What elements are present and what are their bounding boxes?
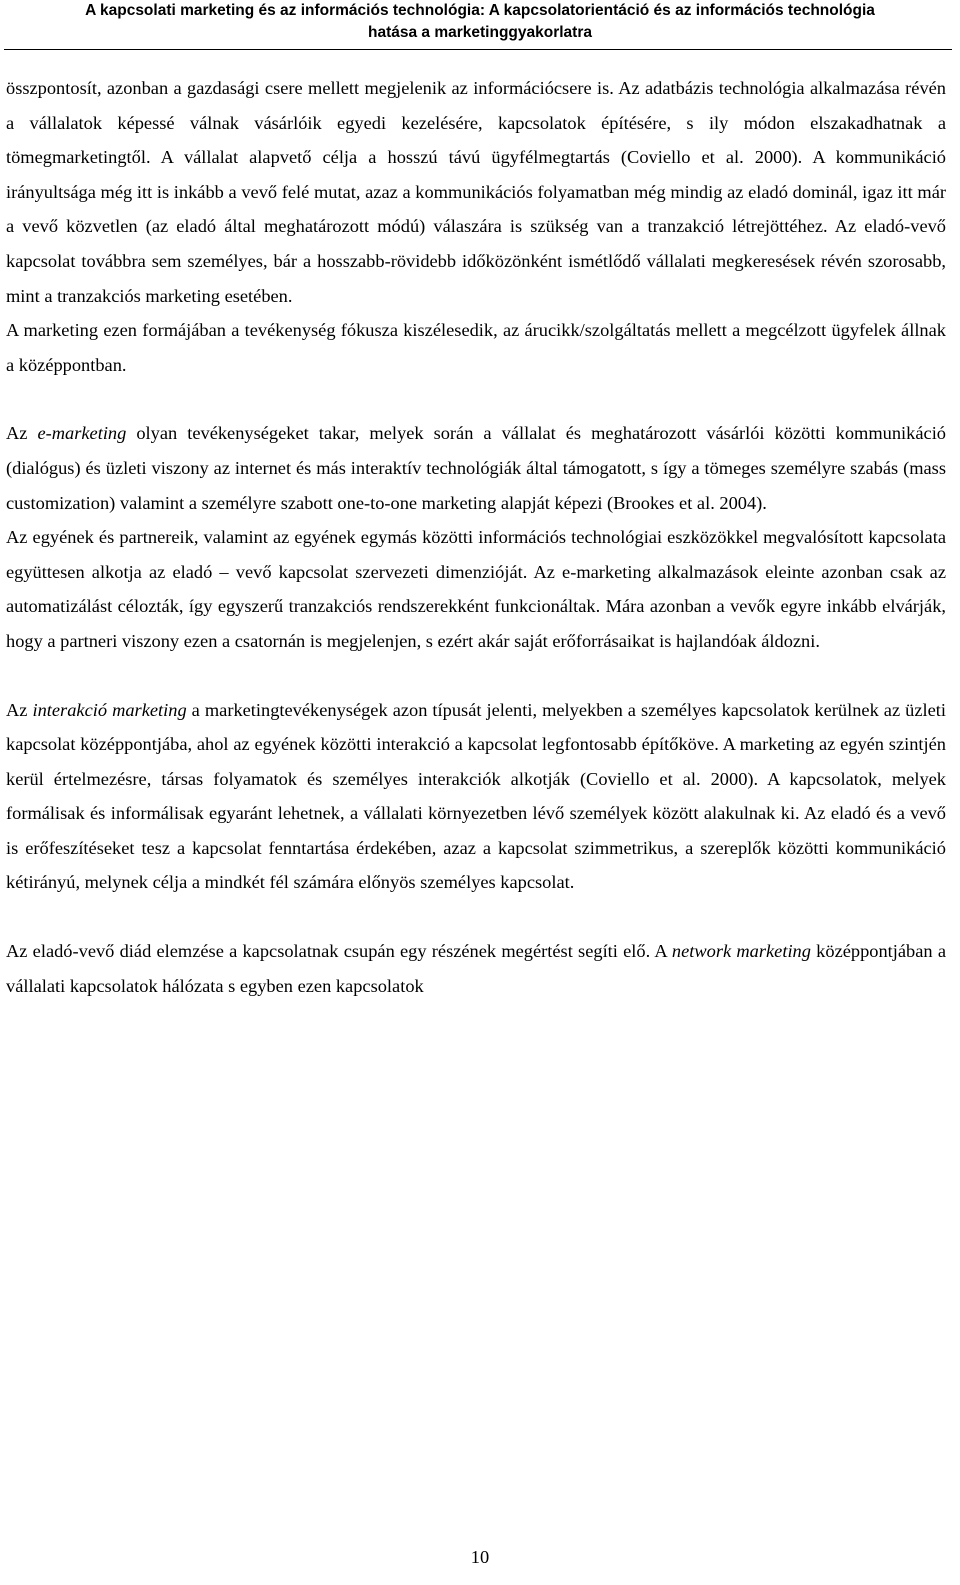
paragraph-e-marketing <box>6 416 946 520</box>
body-text <box>6 71 946 1003</box>
paragraph-6-lead: Az eladó-vevő diád elemzése a kapcsolatnak csupán egy részének megértést segíti elő. A <box>6 941 672 962</box>
paragraph-gap <box>6 382 946 416</box>
term-e-marketing: e-marketing <box>37 423 127 444</box>
page-number: 10 <box>470 1547 490 1567</box>
term-interaction-marketing: interakció marketing <box>32 699 187 720</box>
paragraph-4: Az egyének és partnereik, valamint az egyének egymás közötti információs technológiai eszközökkel megvalósított kapcsolata együttesen alkotja az eladó – vevő kapcsolat szervezeti dimenzióját. Az e-marketing alkalmazások eleinte azonban csak az automatizálást célozták, így egyszerű tranzakciós rendszerekként funkcionáltak. Mára azonban a vevők egyre inkább elvárják, hogy a partneri viszony ezen a csatornán is megjelenjen, s ezért akár saját erőforrásaikat is hajlandóak áldozni. <box>6 527 946 651</box>
running-header-line-1: A kapcsolati marketing és az információs technológia: A kapcsolatorientáció és az információs technológia <box>85 2 875 19</box>
paragraph-gap <box>6 659 946 693</box>
paragraph-5-lead: Az <box>6 699 33 720</box>
paragraph-network-marketing <box>6 934 946 1003</box>
paragraph-2: A marketing ezen formájában a tevékenység fókusza kiszélesedik, az árucikk/szolgáltatás mellett a megcélzott ügyfelek állnak a középpontban. <box>6 320 946 375</box>
paragraph-1: összpontosít, azonban a gazdasági csere mellett megjelenik az információcsere is. Az adatbázis technológia alkalmazása révén a vállalatok képessé válnak vásárlóik egyedi kezelésére, kapcsolatok építésére, s ily módon elszakadhatnak a tömegmarketingtől. A vállalat alapvető célja a hosszú távú ügyfélmegtartás (Coviello et al. 2000). A kommunikáció irányultsága még itt is inkább a vevő felé mutat, azaz a kommunikációs folyamatban még mindig az eladó dominál, igaz itt már a vevő közvetlen (az eladó által meghatározott módú) válaszára is szükség van a tranzakció létrejöttéhez. Az eladó-vevő kapcsolat továbbra sem személyes, bár a hosszabb-rövidebb időközönként ismétlődő vállalati megkeresések révén szorosabb, mint a tranzakciós marketing esetében. <box>6 78 946 306</box>
paragraph-gap <box>6 900 946 934</box>
paragraph-6-rest: középpontjában a vállalati kapcsolatok hálózata s egyben ezen kapcsolatok <box>6 941 947 996</box>
term-network-marketing: network marketing <box>671 941 811 962</box>
paragraph-3-rest: olyan tevékenységeket takar, melyek során a vállalat és meghatározott vásárlói közötti kommunikáció (dialógus) és üzleti viszony az internet és más interaktív technológiák által támogatott, s így a tömeges személyre szabás (mass customization) valamint a személyre szabott one-to-one marketing alapját képezi (Brookes et al. 2004). <box>6 423 946 513</box>
running-header-line-2: hatása a marketinggyakorlatra <box>368 24 592 41</box>
paragraph-interaction-marketing <box>6 693 946 901</box>
paragraph-5-rest: a marketingtevékenységek azon típusát jelenti, melyekben a személyes kapcsolatok kerülnek az üzleti kapcsolat középpontjába, ahol az egyének közötti interakció a kapcsolat legfontosabb építőköve. A marketing az egyén szintjén kerül értelmezésre, társas folyamatok és személyes interakciók alkotják (Coviello et al. 2000). A kapcsolatok, melyek formálisak és informálisak egyaránt lehetnek, a vállalati környezetben lévő személyek között alakulnak ki. Az eladó és a vevő is erőfeszítéseket tesz a kapcsolat fenntartása érdekében, azaz a kapcsolat szimmetrikus, a szereplők közötti kommunikáció kétirányú, melynek célja a mindkét fél számára előnyös személyes kapcsolat. <box>6 699 947 893</box>
running-header <box>0 0 960 44</box>
paragraph-3-lead: Az <box>6 423 38 444</box>
header-divider <box>4 49 952 50</box>
